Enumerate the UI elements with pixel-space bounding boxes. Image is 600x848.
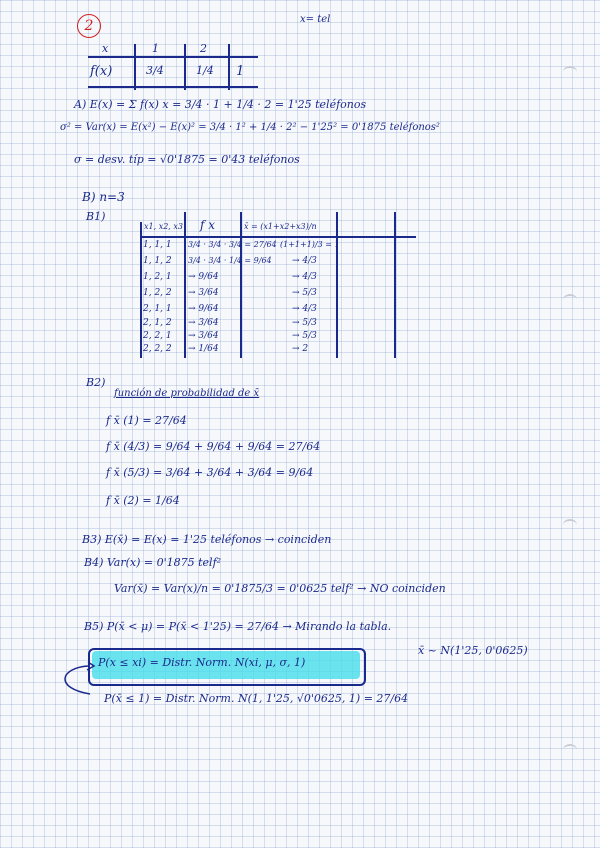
pmf-line: f x̄ (1) = 27/64 (106, 414, 187, 427)
section-a-variance: σ² = Var(x) = E(x²) − E(x)² = 3/4 · 1² + 1/4 · 2² − 1'25² = 0'1875 teléfonos² (60, 122, 440, 133)
mean-cell: → 5/3 (292, 331, 317, 341)
section-a-expectation: A) E(x) = Σ f(x) x = 3/4 · 1 + 1/4 · 2 = 1'25 teléfonos (74, 98, 367, 111)
prob-cell: → 1/64 (188, 344, 219, 354)
binder-hole (563, 519, 577, 531)
b2-title: función de probabilidad de x̄ (114, 388, 260, 399)
fx-header: f(x) (90, 64, 113, 79)
prob-cell: → 3/64 (188, 288, 219, 298)
mean-cell: → 4/3 (292, 272, 317, 282)
prob-cell: → 9/64 (188, 304, 219, 314)
sample-cell: 2, 1, 2 (143, 318, 172, 328)
top-right-note: x= tel (300, 14, 331, 25)
sample-cell: 2, 2, 1 (143, 331, 172, 341)
prob-cell: 3/4 · 3/4 · 1/4 = 9/64 (188, 256, 272, 265)
section-b-heading: B) n=3 (82, 190, 125, 204)
prob-cell: → 3/64 (188, 318, 219, 328)
b5-line1: B5) P(x̄ < μ) = P(x̄ < 1'25) = 27/64 → Mirando la tabla. (84, 620, 392, 633)
sample-cell: 1, 1, 1 (143, 240, 172, 250)
binder-hole (563, 744, 577, 756)
mean-cell: → 4/3 (292, 304, 317, 314)
sample-cell: 2, 2, 2 (143, 344, 172, 354)
b3-line: B3) E(x̄) = E(x) = 1'25 teléfonos → coinciden (82, 533, 332, 546)
b1-label: B1) (86, 210, 106, 223)
sample-cell: 1, 1, 2 (143, 256, 172, 266)
problem-number: 2 (77, 14, 101, 38)
x-value: 2 (200, 42, 207, 55)
pmf-line: f x̄ (4/3) = 9/64 + 9/64 + 9/64 = 27/64 (106, 440, 321, 453)
sample-cell: 2, 1, 1 (143, 304, 172, 314)
binder-hole (563, 294, 577, 306)
sample-cell: 1, 2, 1 (143, 272, 172, 282)
b4-line1: B4) Var(x) = 0'1875 telf² (84, 556, 222, 569)
table-header-samples: x1, x2, x3 (144, 222, 183, 231)
table-header-fx: f x (200, 218, 216, 232)
mean-cell: → 2 (292, 344, 309, 354)
prob-cell: → 3/64 (188, 331, 219, 341)
binder-hole (563, 66, 577, 78)
b2-label: B2) (86, 376, 106, 389)
b5-formula-box: P(x ≤ xi) = Distr. Norm. N(xi, μ, σ, 1) (98, 656, 306, 669)
mean-cell: (1+1+1)/3 = 1 (280, 240, 340, 249)
pmf-line: f x̄ (2) = 1/64 (106, 494, 180, 507)
pmf-line: f x̄ (5/3) = 3/64 + 3/64 + 3/64 = 9/64 (106, 466, 314, 479)
mean-cell: → 4/3 (292, 256, 317, 266)
b5-distribution: x̄ ~ N(1'25, 0'0625) (418, 644, 528, 657)
mean-cell: → 5/3 (292, 318, 317, 328)
x-header: x (102, 42, 109, 55)
curved-arrow (50, 660, 110, 700)
fx-sum: 1 (236, 64, 245, 79)
x-value: 1 (152, 42, 159, 55)
fx-value: 3/4 (146, 64, 164, 77)
b4-line2: Var(x̄) = Var(x)/n = 0'1875/3 = 0'0625 telf² → NO coinciden (114, 582, 446, 595)
section-a-stddev: σ = desv. típ = √0'1875 = 0'43 teléfonos (74, 153, 300, 166)
mean-cell: → 5/3 (292, 288, 317, 298)
prob-cell: 3/4 · 3/4 · 3/4 = 27/64 (188, 240, 277, 249)
b5-line3: P(x̄ ≤ 1) = Distr. Norm. N(1, 1'25, √0'0625, 1) = 27/64 (104, 692, 409, 705)
sample-cell: 1, 2, 2 (143, 288, 172, 298)
prob-cell: → 9/64 (188, 272, 219, 282)
table-header-mean: x̄ = (x1+x2+x3)/n (244, 222, 317, 231)
fx-value: 1/4 (196, 64, 214, 77)
